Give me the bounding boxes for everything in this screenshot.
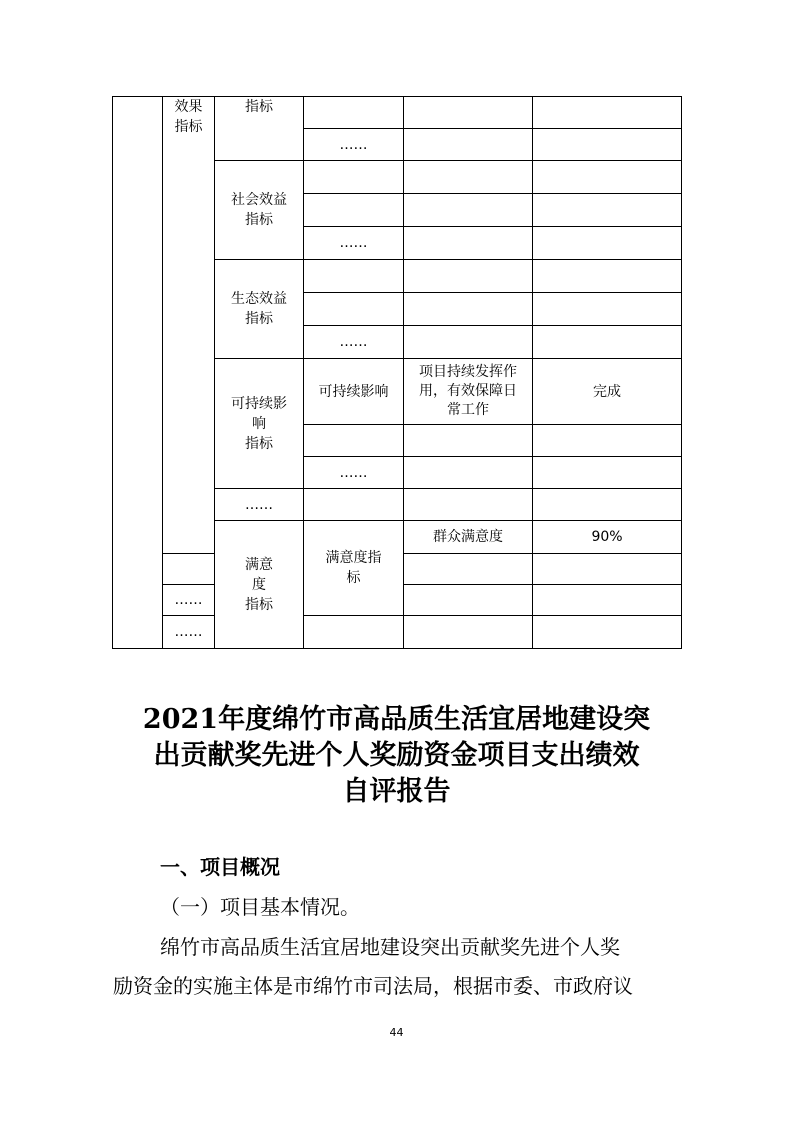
table-cell xyxy=(404,129,533,161)
ellipsis-cell: …… xyxy=(304,227,404,260)
table-cell xyxy=(304,293,404,326)
satisfaction-indicator-label: 满意度指 标 xyxy=(304,521,404,616)
table-cell xyxy=(533,457,682,489)
indicator-continued-label: 指标 xyxy=(215,97,304,161)
ellipsis-cell: …… xyxy=(215,489,304,521)
section-heading: 一、项目概况 xyxy=(160,855,280,879)
performance-indicator-table xyxy=(112,96,682,649)
title-line-3: 自评报告 xyxy=(342,776,451,807)
ellipsis-cell: …… xyxy=(163,616,215,649)
sustainability-label: 可持续影 响 指标 xyxy=(215,359,304,489)
table-cell xyxy=(304,425,404,457)
table-cell xyxy=(304,260,404,293)
table-cell xyxy=(533,129,682,161)
table-cell xyxy=(404,97,533,129)
sustainability-actual: 完成 xyxy=(533,359,682,425)
table-cell xyxy=(163,554,215,585)
report-title xyxy=(90,702,703,810)
outer-blank-cell xyxy=(113,97,163,649)
satisfaction-target: 90% xyxy=(533,521,682,554)
table-cell xyxy=(533,97,682,129)
subsection-heading: （一）项目基本情况。 xyxy=(160,895,360,919)
table-cell xyxy=(304,489,404,521)
table-cell xyxy=(533,260,682,293)
table-cell xyxy=(404,326,533,359)
ellipsis-cell: …… xyxy=(304,326,404,359)
table-cell xyxy=(533,161,682,194)
satisfaction-group-label: 满意 度 指标 xyxy=(215,521,304,649)
title-line-1: 2021年度绵竹市高品质生活宜居地建设突 xyxy=(142,704,651,735)
table-cell xyxy=(533,585,682,616)
table-cell xyxy=(304,194,404,227)
table-cell xyxy=(404,260,533,293)
ellipsis-cell: …… xyxy=(304,457,404,489)
ellipsis-cell: …… xyxy=(163,585,215,616)
sustainability-metric: 可持续影响 xyxy=(304,359,404,425)
body-line-1: 绵竹市高品质生活宜居地建设突出贡献奖先进个人奖 xyxy=(160,935,620,959)
table-cell xyxy=(404,489,533,521)
ellipsis-cell: …… xyxy=(304,129,404,161)
table-cell xyxy=(404,293,533,326)
table-cell xyxy=(533,227,682,260)
body-line-2: 励资金的实施主体是市绵竹市司法局，根据市委、市政府议 xyxy=(113,974,633,998)
table-cell xyxy=(404,227,533,260)
table-cell xyxy=(533,326,682,359)
ecological-benefit-label: 生态效益 指标 xyxy=(215,260,304,359)
table-cell xyxy=(404,161,533,194)
social-benefit-label: 社会效益 指标 xyxy=(215,161,304,260)
satisfaction-metric: 群众满意度 xyxy=(404,521,533,554)
sustainability-target: 项目持续发挥作 用，有效保障日 常工作 xyxy=(404,359,533,425)
table-cell xyxy=(404,457,533,489)
table-cell xyxy=(404,616,533,649)
table-cell xyxy=(533,616,682,649)
page-number: 44 xyxy=(389,1026,404,1039)
table-cell xyxy=(304,616,404,649)
table-cell xyxy=(404,425,533,457)
table-cell xyxy=(404,585,533,616)
table-cell xyxy=(404,554,533,585)
table-cell xyxy=(533,194,682,227)
effect-indicator-label: 效果 指标 xyxy=(163,97,215,554)
table-cell xyxy=(533,554,682,585)
table-cell xyxy=(304,97,404,129)
table-cell xyxy=(533,293,682,326)
table-cell xyxy=(533,425,682,457)
table-cell xyxy=(533,489,682,521)
table-cell xyxy=(404,194,533,227)
title-line-2: 出贡献奖先进个人奖励资金项目支出绩效 xyxy=(153,740,640,771)
table-cell xyxy=(304,161,404,194)
